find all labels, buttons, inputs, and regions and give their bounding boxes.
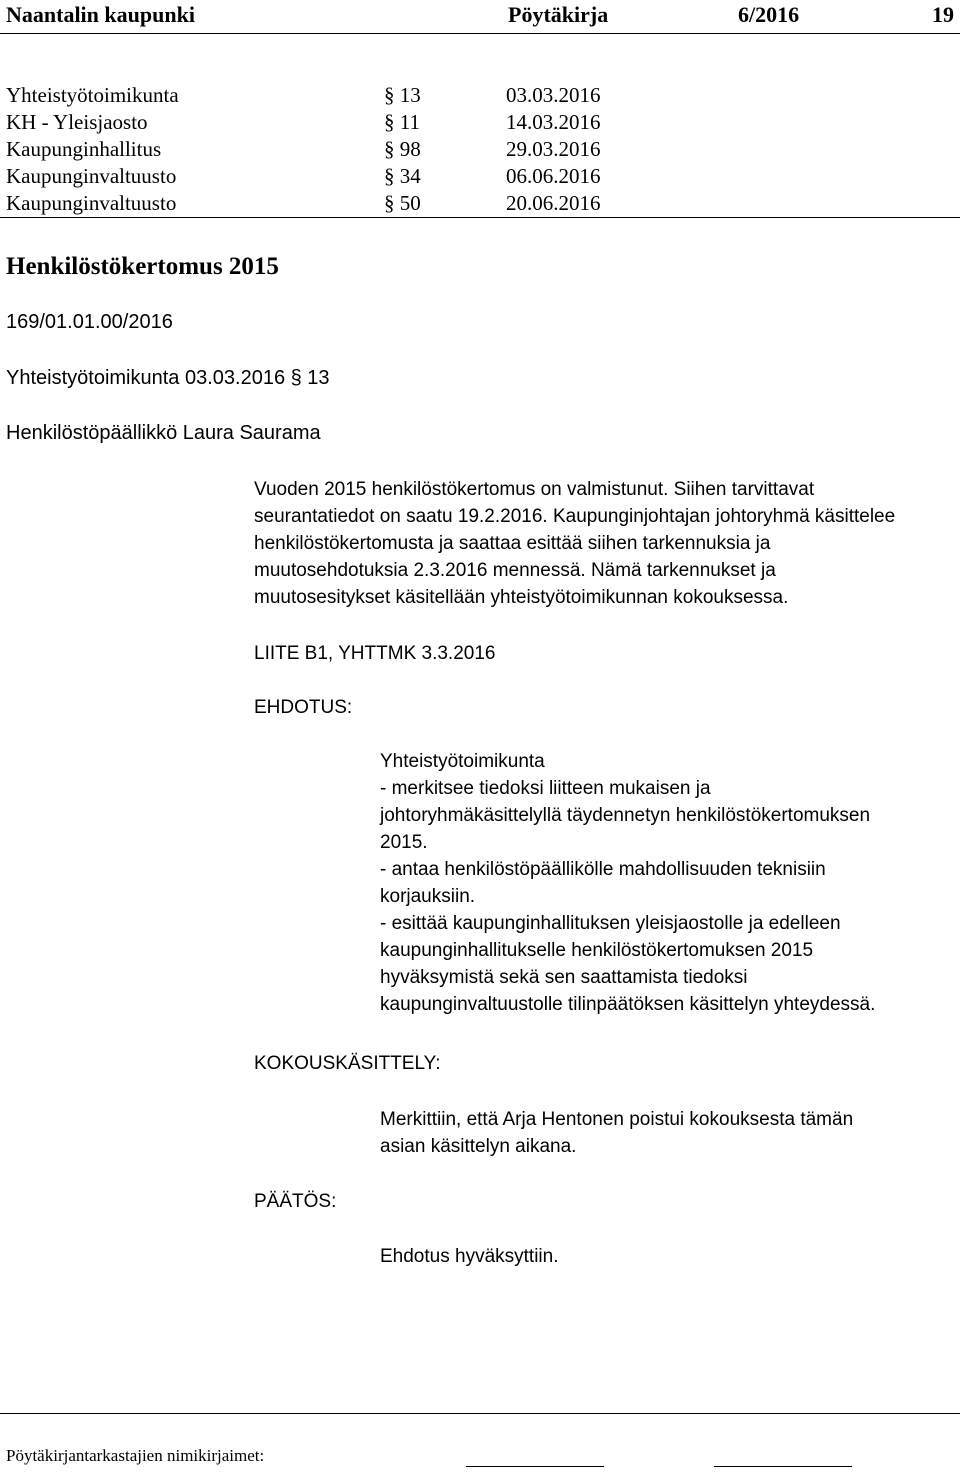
history-date: 06.06.2016 bbox=[506, 164, 601, 188]
history-section: § 11 bbox=[384, 110, 420, 134]
handling-line: Merkittiin, että Arja Hentonen poistui kokouksesta tämän bbox=[380, 1109, 854, 1130]
history-row bbox=[6, 136, 706, 163]
history-row bbox=[6, 82, 706, 109]
history-date: 20.06.2016 bbox=[506, 191, 601, 215]
history-body: Kaupunginvaltuusto bbox=[6, 191, 177, 215]
intro-line: Vuoden 2015 henkilöstökertomus on valmistunut. Siihen tarvittavat bbox=[254, 479, 815, 500]
intro-line: henkilöstökertomusta ja saattaa esittää siihen tarkennuksia ja bbox=[254, 533, 771, 554]
history-body: Yhteistyötoimikunta bbox=[6, 83, 179, 107]
diary-number: 169/01.01.00/2016 bbox=[6, 311, 173, 333]
history-section: § 34 bbox=[384, 164, 421, 188]
proposal-line: - antaa henkilöstöpäällikölle mahdollisuuden teknisiin bbox=[380, 859, 826, 880]
history-section: § 50 bbox=[384, 191, 421, 215]
history-row bbox=[6, 163, 706, 190]
history-body: Kaupunginhallitus bbox=[6, 137, 162, 161]
signature-line bbox=[714, 1466, 852, 1467]
proposal-line: kaupunginhallitukselle henkilöstökertomuksen 2015 bbox=[380, 940, 814, 961]
proposal-line: johtoryhmäkäsittelyllä täydennetyn henkilöstökertomuksen bbox=[380, 805, 871, 826]
municipality-name: Naantalin kaupunki bbox=[6, 2, 195, 27]
decision-text: Ehdotus hyväksyttiin. bbox=[380, 1246, 559, 1267]
history-body: KH - Yleisjaosto bbox=[6, 110, 148, 134]
attachment-reference: LIITE B1, YHTTMK 3.3.2016 bbox=[254, 643, 496, 664]
history-row bbox=[6, 109, 706, 136]
case-title: Henkilöstökertomus 2015 bbox=[6, 253, 279, 280]
proposal-line: Yhteistyötoimikunta bbox=[380, 751, 545, 772]
proposal-text bbox=[380, 748, 875, 1018]
history-date: 29.03.2016 bbox=[506, 137, 601, 161]
proposal-line: hyväksymistä sekä sen saattamista tiedoksi bbox=[380, 967, 748, 988]
history-section: § 98 bbox=[384, 137, 421, 161]
intro-line: muutosesitykset käsitellään yhteistyötoimikunnan kokouksessa. bbox=[254, 587, 789, 608]
proposal-line: - esittää kaupunginhallituksen yleisjaostolle ja edelleen bbox=[380, 913, 841, 934]
meeting-reference: Yhteistyötoimikunta 03.03.2016 § 13 bbox=[6, 367, 330, 389]
intro-line: muutosehdotuksia 2.3.2016 mennessä. Nämä tarkennukset ja bbox=[254, 560, 776, 581]
issue-number: 6/2016 bbox=[738, 2, 800, 27]
handling-history bbox=[6, 82, 706, 217]
history-row bbox=[6, 190, 706, 217]
intro-line: seurantatiedot on saatu 19.2.2016. Kaupunginjohtajan johtoryhmä käsittelee bbox=[254, 506, 896, 527]
signature-line bbox=[466, 1466, 604, 1467]
meeting-handling-text bbox=[380, 1106, 853, 1160]
proposal-line: korjauksiin. bbox=[380, 886, 476, 907]
footer-rule bbox=[0, 1413, 960, 1414]
proposal-label: EHDOTUS: bbox=[254, 697, 353, 718]
history-date: 03.03.2016 bbox=[506, 83, 601, 107]
page-number: 19 bbox=[932, 2, 954, 27]
proposal-line: 2015. bbox=[380, 832, 428, 853]
signatures-label: Pöytäkirjantarkastajien nimikirjaimet: bbox=[6, 1446, 265, 1465]
meeting-handling-label: KOKOUSKÄSITTELY: bbox=[254, 1053, 441, 1074]
document-type: Pöytäkirja bbox=[508, 2, 609, 27]
proposal-line: - merkitsee tiedoksi liitteen mukaisen ja bbox=[380, 778, 711, 799]
preparer: Henkilöstöpäällikkö Laura Saurama bbox=[6, 422, 321, 444]
history-section: § 13 bbox=[384, 83, 421, 107]
decision-label: PÄÄTÖS: bbox=[254, 1191, 337, 1212]
header-rule bbox=[0, 33, 960, 34]
handling-line: asian käsittelyn aikana. bbox=[380, 1136, 577, 1157]
intro-paragraph bbox=[254, 476, 895, 611]
history-body: Kaupunginvaltuusto bbox=[6, 164, 177, 188]
proposal-line: kaupunginvaltuustolle tilinpäätöksen käsittelyn yhteydessä. bbox=[380, 994, 876, 1015]
history-date: 14.03.2016 bbox=[506, 110, 601, 134]
history-rule bbox=[0, 217, 960, 218]
